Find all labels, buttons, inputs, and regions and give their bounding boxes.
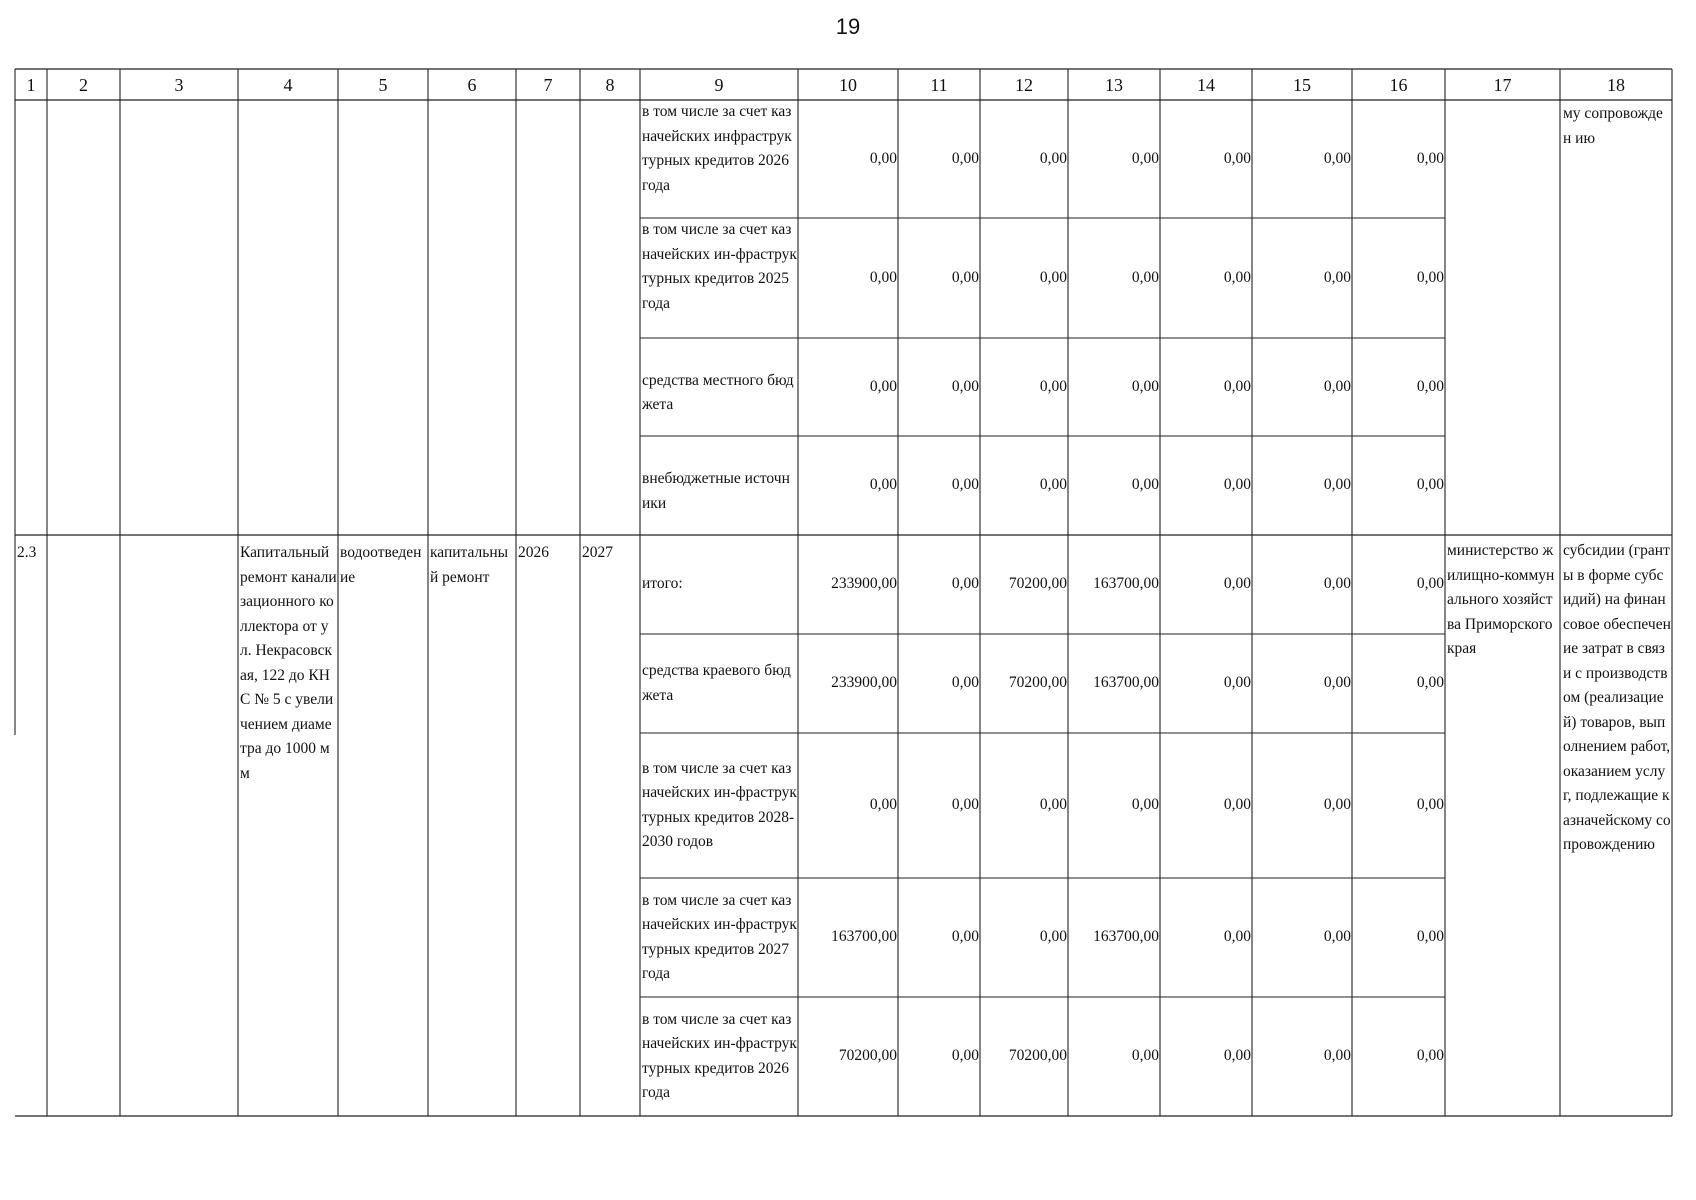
value-cell: 0,00 <box>1223 377 1251 395</box>
value-cell: 0,00 <box>1131 377 1159 395</box>
value-cell: 0,00 <box>951 575 979 593</box>
value-cell: 0,00 <box>1039 928 1067 946</box>
value-cell: 163700,00 <box>1093 575 1159 593</box>
value-cell: 70200,00 <box>1008 674 1067 692</box>
value-cell: 0,00 <box>1131 268 1159 286</box>
value-cell: 163700,00 <box>1093 928 1159 946</box>
value-cell: 0,00 <box>1223 796 1251 814</box>
value-cell: 0,00 <box>1323 796 1351 814</box>
value-cell: 0,00 <box>951 674 979 692</box>
row-label: в том числе за счет казначейских ин-фраструктурных кредитов 2027 года <box>642 891 797 982</box>
end-year: 2027 <box>582 544 613 561</box>
col18-continued-text: му сопровожден ию <box>1563 105 1663 147</box>
work-type: капитальный ремонт <box>430 544 509 586</box>
object-name: Капитальный ремонт канализационного коллектора от ул. Некрасовская, 122 до КНС № 5 с увеличением диаметра до 1000 мм <box>240 544 337 782</box>
value-cell: 0,00 <box>951 928 979 946</box>
column-header-2: 2 <box>79 74 88 95</box>
value-cell: 0,00 <box>951 268 979 286</box>
value-cell: 233900,00 <box>831 674 897 692</box>
value-cell: 0,00 <box>1323 268 1351 286</box>
value-cell: 0,00 <box>1323 674 1351 692</box>
value-cell: 0,00 <box>1039 149 1067 167</box>
value-cell: 0,00 <box>1223 575 1251 593</box>
value-cell: 0,00 <box>1039 268 1067 286</box>
value-cell: 0,00 <box>1416 268 1444 286</box>
value-cell: 0,00 <box>1416 674 1444 692</box>
value-cell: 0,00 <box>1223 149 1251 167</box>
column-header-14: 14 <box>1197 74 1215 95</box>
value-cell: 163700,00 <box>831 928 897 946</box>
responsible-body: министерство жилищно-коммунального хозяйства Приморского края <box>1447 542 1555 657</box>
column-header-16: 16 <box>1389 74 1408 95</box>
value-cell: 0,00 <box>1323 149 1351 167</box>
object-category: водоотведение <box>340 544 422 586</box>
value-cell: 0,00 <box>1416 149 1444 167</box>
column-header-15: 15 <box>1293 74 1311 95</box>
value-cell: 0,00 <box>1223 674 1251 692</box>
column-header-13: 13 <box>1105 74 1123 95</box>
value-cell: 70200,00 <box>1008 575 1067 593</box>
value-cell: 0,00 <box>1323 575 1351 593</box>
column-header-17: 17 <box>1493 74 1512 95</box>
row-label: итого: <box>642 575 683 593</box>
value-cell: 0,00 <box>1416 377 1444 395</box>
value-cell: 0,00 <box>1131 149 1159 167</box>
column-header-7: 7 <box>543 74 553 95</box>
value-cell: 0,00 <box>869 149 897 167</box>
column-header-5: 5 <box>378 74 388 95</box>
value-cell: 0,00 <box>1323 377 1351 395</box>
row-label: в том числе за счет казначейских ин-фраструктурных кредитов 2026 года <box>642 1010 797 1101</box>
value-cell: 0,00 <box>1039 476 1067 494</box>
value-cell: 0,00 <box>1223 476 1251 494</box>
value-cell: 0,00 <box>1131 1047 1159 1065</box>
value-cell: 0,00 <box>1131 796 1159 814</box>
value-cell: 0,00 <box>1416 928 1444 946</box>
value-cell: 0,00 <box>1323 928 1351 946</box>
row-label: в том числе за счет казначейских инфраструктурных кредитов 2026 года <box>642 103 792 194</box>
value-cell: 0,00 <box>1416 1047 1444 1065</box>
value-cell: 0,00 <box>1039 796 1067 814</box>
row-label: в том числе за счет казначейских ин-фраструктурных кредитов 2025 года <box>642 221 797 312</box>
value-cell: 0,00 <box>1323 1047 1351 1065</box>
page-number: 19 <box>835 14 861 39</box>
value-cell: 0,00 <box>869 476 897 494</box>
value-cell: 0,00 <box>951 1047 979 1065</box>
column-header-9: 9 <box>714 74 724 95</box>
column-header-11: 11 <box>930 74 948 95</box>
value-cell: 0,00 <box>869 268 897 286</box>
column-header-3: 3 <box>174 74 184 95</box>
value-cell: 233900,00 <box>831 575 897 593</box>
funding-form: субсидии (гранты в форме субсидий) на финансовое обеспечение затрат в связи с производством (реализацией) товаров, выполнением работ, оказанием услуг, подлежащие казначейскому сопровождению <box>1563 542 1671 853</box>
column-header-1: 1 <box>26 74 36 95</box>
value-cell: 0,00 <box>1416 796 1444 814</box>
row-label: средства местного бюджета <box>642 371 794 413</box>
value-cell: 0,00 <box>951 149 979 167</box>
row-label: внебюджетные источники <box>642 470 790 512</box>
value-cell: 0,00 <box>1223 268 1251 286</box>
value-cell: 0,00 <box>1323 476 1351 494</box>
column-header-12: 12 <box>1015 74 1033 95</box>
column-header-8: 8 <box>605 74 615 95</box>
value-cell: 0,00 <box>951 476 979 494</box>
value-cell: 0,00 <box>869 796 897 814</box>
value-cell: 70200,00 <box>1008 1047 1067 1065</box>
value-cell: 0,00 <box>1416 476 1444 494</box>
value-cell: 70200,00 <box>838 1047 897 1065</box>
row-label: средства краевого бюджета <box>642 662 791 704</box>
value-cell: 0,00 <box>1223 928 1251 946</box>
value-cell: 0,00 <box>1416 575 1444 593</box>
column-header-18: 18 <box>1607 74 1625 95</box>
column-header-4: 4 <box>283 74 293 95</box>
column-header-10: 10 <box>839 74 857 95</box>
start-year: 2026 <box>518 544 549 561</box>
row-label: в том числе за счет казначейских ин-фраструктурных кредитов 2028-2030 годов <box>642 759 797 850</box>
value-cell: 0,00 <box>1039 377 1067 395</box>
value-cell: 0,00 <box>869 377 897 395</box>
value-cell: 0,00 <box>951 796 979 814</box>
value-cell: 0,00 <box>1131 476 1159 494</box>
value-cell: 0,00 <box>951 377 979 395</box>
value-cell: 0,00 <box>1223 1047 1251 1065</box>
column-header-6: 6 <box>467 74 477 95</box>
item-number: 2.3 <box>17 544 37 561</box>
value-cell: 163700,00 <box>1093 674 1159 692</box>
